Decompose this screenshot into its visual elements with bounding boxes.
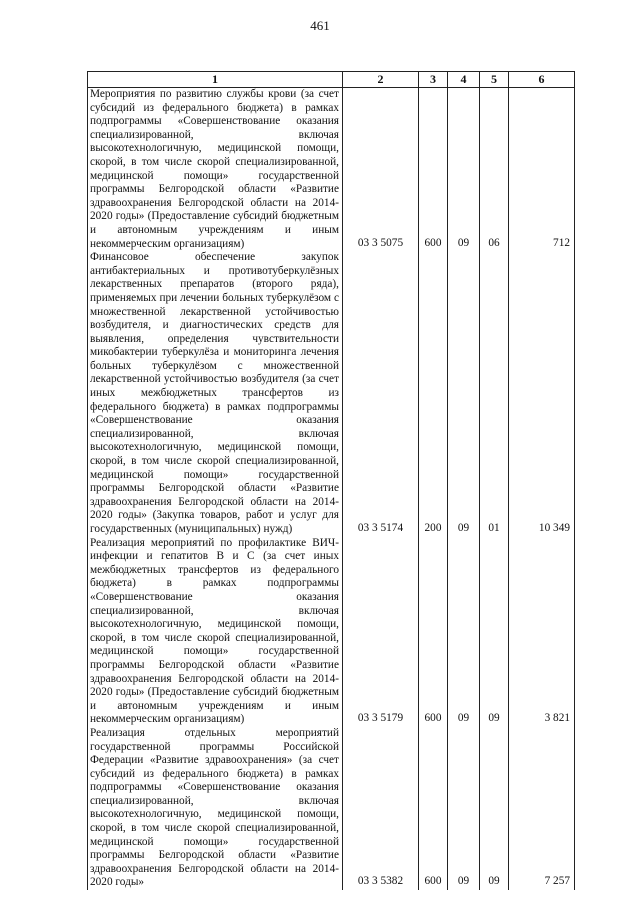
row-subsection: 06 — [480, 88, 509, 252]
row-section: 09 — [448, 537, 480, 727]
budget-table — [87, 71, 575, 890]
row-section: 09 — [448, 88, 480, 252]
row-section: 09 — [448, 251, 480, 536]
row-description: Реализация отдельных мероприятий государственной программы Российской Федерации «Развитие здравоохранения» (за счет субсидий из федерального бюджета) в рамках подпрограммы «Совершенствование оказания специализированной, включая высокотехнологичную, медицинской помощи, скорой, в том числе скорой специализированной, медицинской помощи» государственной программы Белгородской области «Развитие здравоохранения Белгородской области на 2014-2020 годы» — [88, 727, 343, 890]
column-header-1: 1 — [88, 72, 343, 88]
column-header-3: 3 — [419, 72, 448, 88]
row-amount: 10 349 — [509, 251, 575, 536]
column-header-6: 6 — [509, 72, 575, 88]
row-amount: 712 — [509, 88, 575, 252]
row-amount: 3 821 — [509, 537, 575, 727]
column-header-5: 5 — [480, 72, 509, 88]
row-description: Реализация мероприятий по профилактике ВИЧ-инфекции и гепатитов В и С (за счет иных межбюджетных трансфертов из федерального бюджета) в рамках подпрограммы «Совершенствование оказания специализированной, включая высокотехнологичную, медицинской помощи, скорой, в том числе скорой специализированной, медицинской помощи» государственной программы Белгородской области «Развитие здравоохранения Белгородской области на 2014-2020 годы» (Предоставление субсидий бюджетным и автономным учреждениям и иным некоммерческим организациям) — [88, 537, 343, 727]
row-subsection: 09 — [480, 727, 509, 890]
row-code: 03 3 5382 — [343, 727, 419, 890]
row-type: 200 — [419, 251, 448, 536]
table-header-row — [88, 72, 575, 88]
row-description: Финансовое обеспечение закупок антибактериальных и противотуберкулёзных лекарственных препаратов (второго ряда), применяемых при лечении больных туберкулёзом с множественной лекарственной устойчивостью возбудителя, и диагностических средств для выявления, определения чувствительности микобактерии туберкулёза и мониторинга лечения больных туберкулёзом с множественной лекарственной устойчивостью возбудителя (за счет иных межбюджетных трансфертов из федерального бюджета) в рамках подпрограммы «Совершенствование оказания специализированной, включая высокотехнологичную, медицинской помощи, скорой, в том числе скорой специализированной, медицинской помощи» государственной программы Белгородской области «Развитие здравоохранения Белгородской области на 2014-2020 годы» (Закупка товаров, работ и услуг для государственных (муниципальных) нужд) — [88, 251, 343, 536]
table-row — [88, 727, 575, 890]
row-code: 03 3 5174 — [343, 251, 419, 536]
row-type: 600 — [419, 537, 448, 727]
row-amount: 7 257 — [509, 727, 575, 890]
row-subsection: 09 — [480, 537, 509, 727]
row-type: 600 — [419, 88, 448, 252]
row-section: 09 — [448, 727, 480, 890]
row-subsection: 01 — [480, 251, 509, 536]
column-header-4: 4 — [448, 72, 480, 88]
row-code: 03 3 5075 — [343, 88, 419, 252]
row-code: 03 3 5179 — [343, 537, 419, 727]
row-type: 600 — [419, 727, 448, 890]
row-description: Мероприятия по развитию службы крови (за счет субсидий из федерального бюджета) в рамках подпрограммы «Совершенствование оказания специализированной, включая высокотехнологичную, медицинской помощи, скорой, в том числе скорой специализированной, медицинской помощи» государственной программы Белгородской области «Развитие здравоохранения Белгородской области на 2014-2020 годы» (Предоставление субсидий бюджетным и автономным учреждениям и иным некоммерческим организациям) — [88, 88, 343, 252]
column-header-2: 2 — [343, 72, 419, 88]
table-row — [88, 88, 575, 252]
table-row — [88, 251, 575, 536]
page-number: 461 — [310, 18, 330, 33]
table-row — [88, 537, 575, 727]
